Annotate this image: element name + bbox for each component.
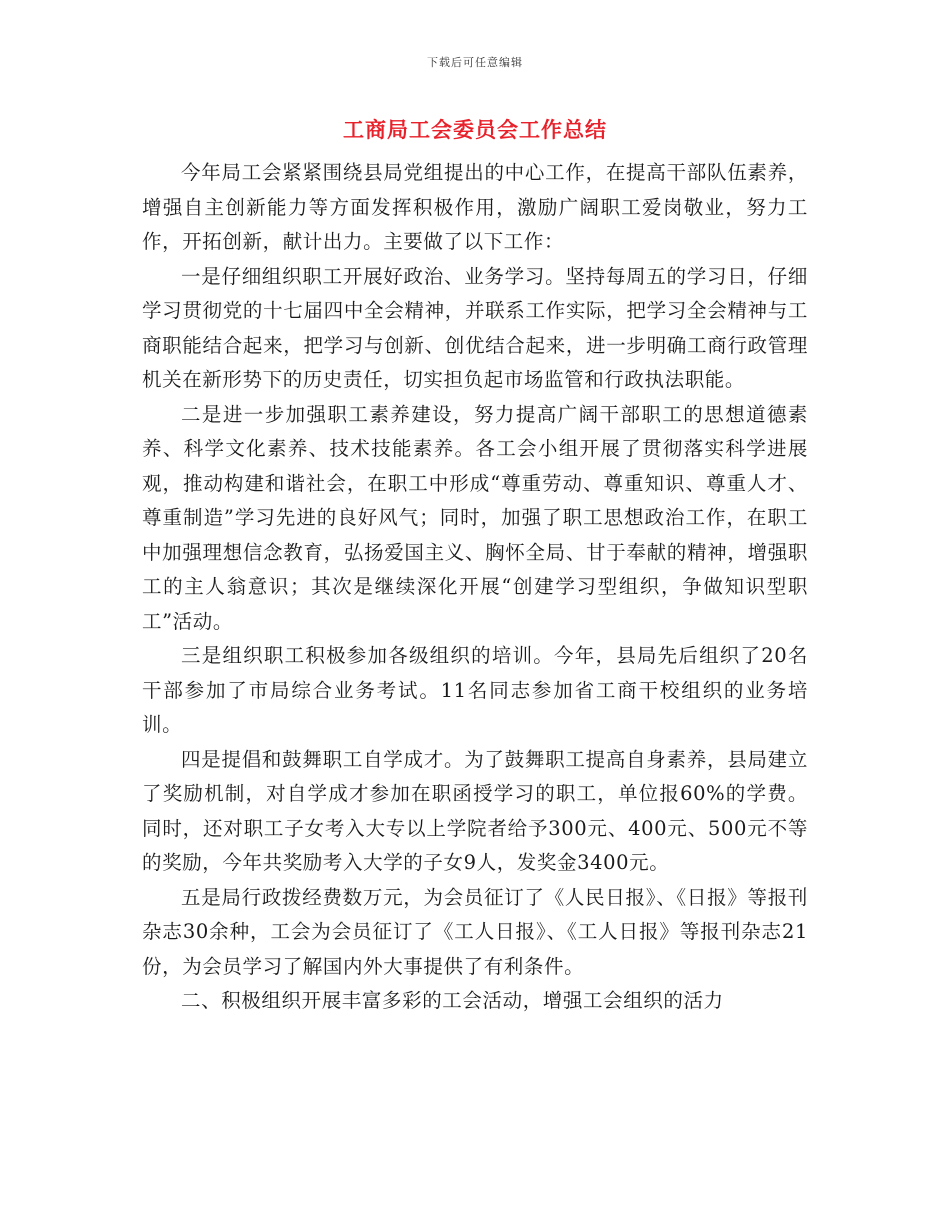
paragraph-intro: 今年局工会紧紧围绕县局党组提出的中心工作，在提高干部队伍素养，增强自主创新能力等方面发挥积极作用，激励广阔职工爱岗敬业，努力工作，开拓创新，献计出力。主要做了以下工作： xyxy=(142,161,808,253)
paragraph-self-study: 四是提倡和鼓舞职工自学成才。为了鼓舞职工提高自身素养，县局建立了奖励机制，对自学成才参加在职函授学习的职工，单位报60%的学费。同时，还对职工子女考入大专以上学院者给予300元、400元、500元不等的奖励，今年共奖励考入大学的子女9人，发奖金3400元。 xyxy=(142,747,808,874)
paragraph-subscriptions: 五是局行政拨经费数万元，为会员征订了《人民日报》、《日报》等报刊杂志30余种，工会为会员征订了《工人日报》、《工人日报》等报刊杂志21份，为会员学习了解国内外大事提供了有利条件。 xyxy=(142,885,808,978)
document-title: 工商局工会委员会工作总结 xyxy=(343,117,607,142)
section-heading-activities: 二、积极组织开展丰富多彩的工会活动，增强工会组织的活力 xyxy=(181,989,724,1012)
page-header: 下载后可任意编辑 xyxy=(427,56,523,69)
document-body xyxy=(142,156,808,1019)
paragraph-training: 三是组织职工积极参加各级组织的培训。今年，县局先后组织了20名干部参加了市局综合业务考试。11名同志参加省工商干校组织的业务培训。 xyxy=(142,644,808,736)
paragraph-quality: 二是进一步加强职工素养建设，努力提高广阔干部职工的思想道德素养、科学文化素养、技术技能素养。各工会小组开展了贯彻落实科学进展观，推动构建和谐社会，在职工中形成“尊重劳动、尊重知识、尊重人才、尊重制造”学习先进的良好风气；同时，加强了职工思想政治工作，在职工中加强理想信念教育，弘扬爱国主义、胸怀全局、甘于奉献的精神，增强职工的主人翁意识；其次是继续深化开展“创建学习型组织，争做知识型职工”活动。 xyxy=(142,402,808,633)
paragraph-study: 一是仔细组织职工开展好政治、业务学习。坚持每周五的学习日，仔细学习贯彻党的十七届四中全会精神，并联系工作实际，把学习全会精神与工商职能结合起来，把学习与创新、创优结合起来，进一步明确工商行政管理机关在新形势下的历史责任，切实担负起市场监管和行政执法职能。 xyxy=(142,264,808,391)
